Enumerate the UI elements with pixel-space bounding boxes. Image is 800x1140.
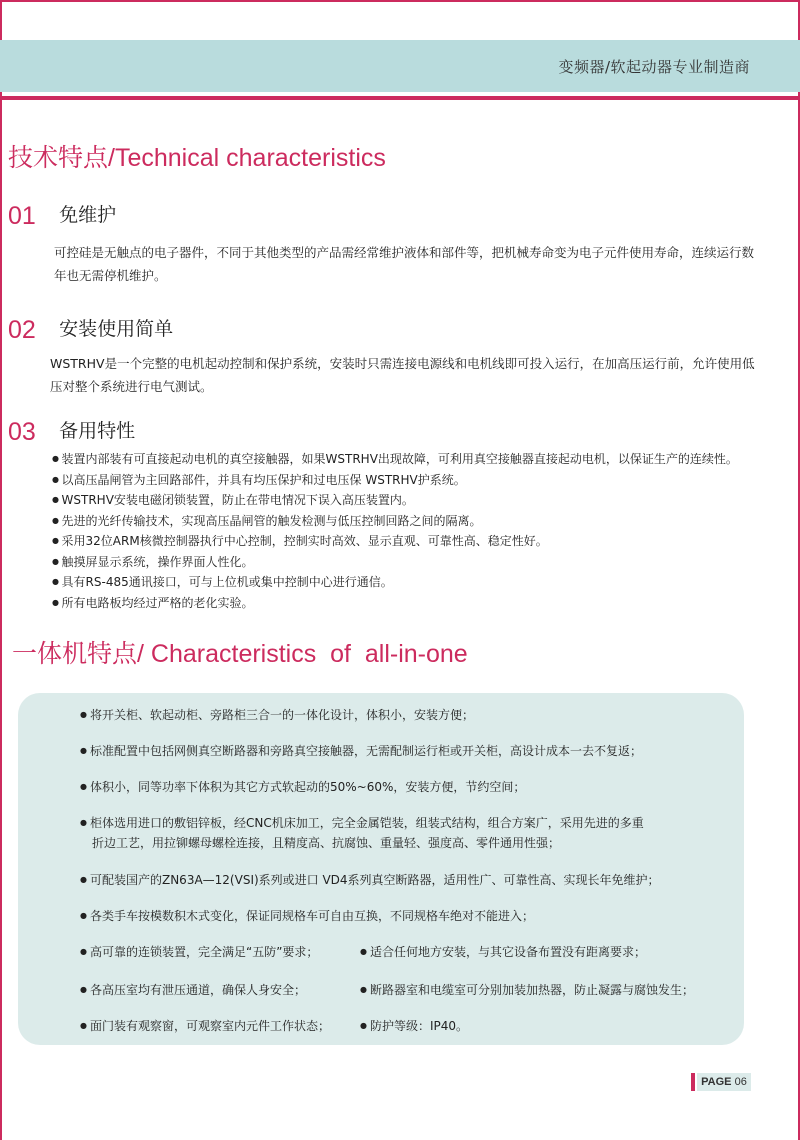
bullet-icon: ● [80,710,87,719]
panel-item-continuation: 折边工艺，用拉铆螺母螺栓连接，且精度高、抗腐蚀、重量轻、强度高、零件通用性强； [92,836,561,850]
panel-item: ● 柜体选用进口的敷铝锌板，经CNC机床加工，完全金属铠装，组装式结构，组合方案广，采用先进的多重 [80,816,644,830]
section-title-zh: 技术特点 [8,143,109,172]
bullet-icon: ● [80,782,87,791]
section-title-zh: 一体机特点 [12,639,138,668]
panel-item: ● 各高压室均有泄压通道，确保人身安全； [80,983,306,997]
item-heading-01 [8,200,116,231]
bullet-icon: ● [80,911,87,920]
list-item: ● 以高压晶闸管为主回路部件，并具有均压保护和过电压保 WSTRHV护系统。 [52,470,772,491]
page-marker [691,1073,695,1091]
left-edge-line [0,0,2,1140]
panel-item: ● 体积小，同等功率下体积为其它方式软起动的50%~60%，安装方便，节约空间； [80,780,526,794]
item-title: 安装使用简单 [59,318,174,340]
header-rule [0,96,800,100]
header-tagline: 变频器/软起动器专业制造商 [558,58,750,76]
item-number: 01 [8,202,36,230]
bullet-icon: ● [80,818,87,827]
list-item: ● 具有RS-485通讯接口，可与上位机或集中控制中心进行通信。 [52,572,772,593]
bullet-icon: ● [80,1021,87,1030]
panel-item: ● 标准配置中包括网侧真空断路器和旁路真空接触器，无需配制运行柜或开关柜，高设计成本一去不复返； [80,744,642,758]
list-item: ● 装置内部装有可直接起动电机的真空接触器，如果WSTRHV出现故障，可利用真空接触器直接起动电机，以保证生产的连续性。 [52,449,772,470]
section-title-en: / Characteristics of all-in-one [137,640,468,668]
list-item: ● WSTRHV安装电磁闭锁装置，防止在带电情况下误入高压装置内。 [52,490,772,511]
page-label: PAGE [701,1076,732,1088]
panel-item: ● 适合任何地方安装，与其它设备布置没有距离要求； [360,945,646,959]
list-item: ● 触摸屏显示系统，操作界面人性化。 [52,552,772,573]
backup-feature-list [52,449,772,613]
bullet-icon: ● [80,875,87,884]
item-heading-02 [8,314,173,345]
bullet-icon: ● [80,985,87,994]
section-title-all-in-one [12,634,468,670]
list-item: ● 先进的光纤传输技术，实现高压晶闸管的触发检测与低压控制回路之间的隔离。 [52,511,772,532]
section-title-en: /Technical characteristics [108,144,386,172]
panel-item: ● 可配装国产的ZN63A—12(VSI)系列或进口 VD4系列真空断路器，适用性广、可靠性高、实现长年免维护； [80,873,660,887]
page-number: 06 [734,1076,747,1088]
page-number-badge [697,1073,751,1091]
panel-item: ● 面门装有观察窗，可观察室内元件工作状态； [80,1019,330,1033]
item-text-02: WSTRHV是一个完整的电机起动控制和保护系统，安装时只需连接电源线和电机线即可投入运行，在加高压运行前，允许使用低压对整个系统进行电气测试。 [50,356,755,394]
bullet-icon: ● [360,1021,367,1030]
panel-item: ● 断路器室和电缆室可分别加装加热器，防止凝露与腐蚀发生； [360,983,694,997]
item-number: 02 [8,316,36,344]
section-title-technical [8,138,386,174]
bullet-icon: ● [80,746,87,755]
panel-item: ● 将开关柜、软起动柜、旁路柜三合一的一体化设计，体积小，安装方便； [80,708,474,722]
panel-item: ● 各类手车按模数积木式变化，保证同规格车可自由互换，不同规格车绝对不能进入； [80,909,534,923]
bullet-icon: ● [360,985,367,994]
list-item: ● 所有电路板均经过严格的老化实验。 [52,593,772,614]
bullet-icon: ● [80,947,87,956]
list-item: ● 采用32位ARM核微控制器执行中心控制，控制实时高效、显示直观、可靠性高、稳定性好。 [52,531,772,552]
item-title: 备用特性 [59,420,136,442]
item-text-01: 可控硅是无触点的电子器件，不同于其他类型的产品需经常维护液体和部件等，把机械寿命变为电子元件使用寿命，连续运行数年也无需停机维护。 [54,245,755,283]
bullet-icon: ● [360,947,367,956]
panel-item: ● 防护等级：IP40。 [360,1019,469,1033]
item-title: 免维护 [59,204,117,226]
panel-item: ● 高可靠的连锁装置，完全满足“五防”要求； [80,945,319,959]
top-edge-line [0,0,800,2]
item-number: 03 [8,418,36,446]
item-heading-03 [8,416,135,447]
